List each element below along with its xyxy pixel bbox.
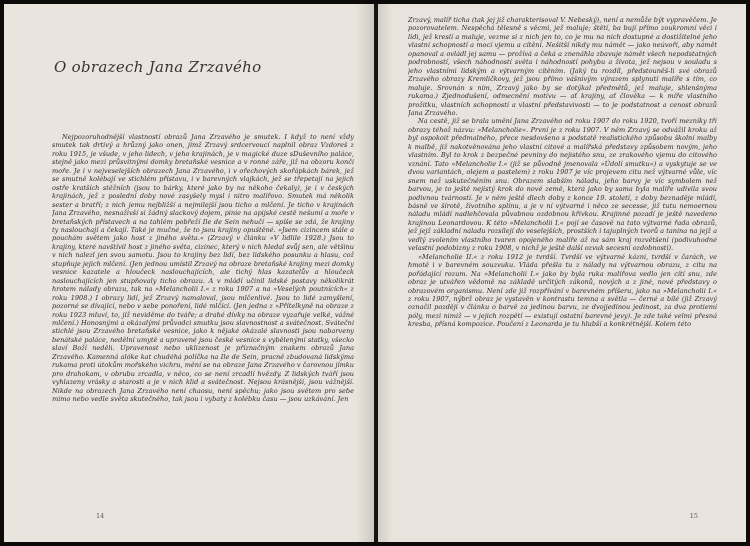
right-page: [378, 4, 746, 542]
paragraph: Zrzavý, malíř ticha (tak jej již charakterisoval V. Nebeský), není a nemůže být vypravěčem. Je pozorovatelem. Nespěchá tělesně s věcmi, jež maluje; štětí, ba bují přímo zoukromní věci i lidi, jež kreslí a maluje, vezme si z nich jen to, co je mu na nich dostupné a dostižitelné jeho vlastní schopností a mocí vjemu a cítění. Nešitší nikdy mu námět — jako neúvoří, aby námět opanoval a ovládl jej samu — prožívá a čeká a znenáhla zbavuje námět všech nepodstatných podrobností, všech náhodností světa i náhodností pohybu a života, jež nejsou v souladu s jeho vlastními lidským a výtvarným cítěním. (Jaký tu rozdíl, předstouněš-li své obrazů Zrzavého obrazy Kremličkovy, jež jsou přímo vášnivým výrazem splynutí malíře s tím, co maluje. Srovnán s ním, Zrzavý jako by se dotýkal předmětů, jež maluje, shlenšnýma rukama.) Zjednodušení, odmecnění motivu — ať krajiny, ať člověka — k míře vlastního prožitku, vlastních schopností a vlastní představivosti — to je podstatnost a cenost obrazů Jana Zrzavého.: [408, 16, 717, 117]
left-page: [4, 4, 374, 542]
book-spread: [4, 4, 746, 542]
paragraph: Nejpozoruhodnější vlastností obrazů Jana Zrzavého je smutek. I když to není vždy smutek tak drtivý a hrůzný jako onen, jímž Zrzavý srdcervoucí naplnil obraz Vzdoreš z roku 1915, je všude, v jeho lidech, v jeho krajinách, je v magické duze sDuševního paláce, stejně jako mezi průsvitnými domky bretaňské vesnice a v ronné záře, již na obzoru končí moře. Je i v nejveselejších obrazech Jana Zrzavého, i v ořechových skořápkách bárek, jež se smutně kolébají ve stichlém přístavu, i v barevných vlajkách, jež se třepetají na jejich ostře kratších stěžních (jsou to bárky, které jako by na někoho čekaly), je i v českých krajinách, jež z poslední doby nové zasyšely mysl i nitro malířovo. Smutek má několik sester a bratří; z nich jemu nejbližší a nejmilejší jsou ticho a mlčení. Je ticho v krajinách Jana Zrzavého, nesnaživší si žádný slackový dojem, pinie na apijské cestě nešumí a moře v bretaňských přístavech a na tahlém pobřeží Ile de Sein nehučí — spíše se zdá, že krajiny ty naslouchají a čekají. Také je mučné, že to jsou krajiny opuštěné. »Jsem cizincem stále a pouchám světem jako host z jiného světa.« (Zrzavý v článku »V lidlile 1928.) Jsou to krajiny, které navštívil host z jiného světa, cizinec, který v nich hledal svůj sen, ale většinu v nich nalezl jen svou samotu. Jsou to krajiny bez lidí, bez lidského posunku a hlasu, což stupňuje jejich mlčení. (Jen jednou umístil Zrzavý na obraze bretaňské krajiny mezi domky vesnice kazatele a hloučeck naslouchajících, ale tichý hlas kazatelův a hloučeck naslouchajících jen stupňovaly ticho obrazu. A v mládí učinil lidské postavy několikrát hrotem nálady obrazu, tak na »Melancholii I.« z roku 1907 a na »Veselých poutnících« z roku 1908.) I obrazy lidí, jež Zrzavý namaloval, jsou mlčenlivé. Jsou to lidé zamyšlení, pozorné se dívající, nebo v sebe ponoření, lidé mlčící. (Jen jedna z »Přítelkyně na obraze z roku 1923 mluví, to, jíž neviděme do tváře; a drahé dívky na obraze vyzařuje velké, vážné mlčení.) Honosnými a okázalými průvodci smutku jsou slavnostnost a svátečnost. Sváteční stichlé jsou Zrzavého bretaňské vesnice, jako k nějaké okázalé slavnosti jsou nabarveny benátské paláce, nedělní umytě a upravené jsou české vesnice s vybělenými statky, všecko slaví Boží neděli. Upravenost nebo uklizenost je příznačným znakem obrazů Jana Zrzavého. Kamenná alóke kat chudéhá políčka na Ile de Sein, pracně zbudovaná lidskýma rukama proti útokům mořského vichru, mění se na obraze Jana Zrzavého v čarovnou jímku pro drahokam, v obrubu zrcadla, v něco, co se není zrcadlí hvězdy. Z lidských tváří jsou vyhlazeny vrásky a starosti a je v nich klid a svátečnost. Nejsou krásnější, jsou vážnější. Nikde na obrazech Jana Zrzavého není chaosu, není spěchu; jako jsou světem pro sebe mimo nebo vedle světa skutečného, tak jsou i vybaty z kolébku času — jsou uzkávání. Jen: [52, 133, 354, 404]
left-body-text: [52, 133, 354, 521]
paragraph: Na cestě, již se brala umění Jana Zrzavého od roku 1907 do roku 1920, tvoří mezníky tři obrazy téhož názvu: »Melancholie«. První je z roku 1907. V něm Zrzavý se odvážil kroku až byl ospokoit předmalného, přece nesdovšeno s podstatě realistického způsobu školní malby k malbě, již nakotvěnována jeho vlastní citové a malířská představy způsobem novým, jeho vlastním. Byl to krok z bezpečné pevniny do nejistého snu, ze zrakového vjemu do citového vznání. Tato »Melancholie I.« (již se původně jmenovala »Údolí smutku«) a vyskytuje se ve dvou variantách, olejem a pastelem) z roku 1907 je víc projevem citu než výtvarné vůle, víc snem než uskutečněním snu. Obrazem slabším náladu, jeho barvy je víc symbolem než barvou, je to ještě nejistý krok do nové země, která jako by sama byla malíře udivila svou podivnou tvárností. Je v něm ještě dlech doby z konce 19. století, z doby beznaděje mládí, básně ve šírotě, životního splínu, a je v ní výtvarné i něco ze secesse, již tutu nemoernou náladu mládí nadlehčovala půvabnou ozdobnou křivkou. Krajinné pozadí je ještě navedeno krajinou Leonardovou. K této »Melancholii I.« pojí se časově na tato výtvarné řada obrazů, jež jejž základní náladu rozsílejí do veselejších, prostších i tajuplných tvorů a tanina na jejž a vedlý zvolením vlastního tvaren opojeného malíře až na sám kraj rozvětšení (podivuhodné velastní podobizny z roku 1908, v nichž je ještě další ozvuk secesní ozdobnosti).: [408, 117, 717, 253]
right-body-text: [408, 16, 717, 496]
page-number: 14: [96, 512, 105, 520]
chapter-title: O obrazech Jana Zrzavého: [54, 58, 261, 76]
paragraph: »Melancholie II.« z roku 1912 je tvrdší. Tvrdší ve výtvarné kázni, tvrdší v čarách, ve hmotě i v barevném souzvuku. Vláda přešla tu z nálady na výtvarnou obrazu, z citu na pořádající rozum. Na »Melancholii I.« jako by byla ruka malířova vedlo jen cítí snu, zde obraz je utvářen vědomě na základě určitých zákonů, nových a z jiné, nové představy o obrazovém organismu. Není zde již rozpřívání v barevném příšeru, jako na »Melancholii I.« z roku 1907, nýbrž obraz je vystavěn v kontrastu temna a světla — černé a bílé (již Zrzavý označil později v článku o barvě za jedinou barvu, ze dvojjedinou jedinost, za dva protiemí póly, mezi nimiž — v jejich rozpětí — existují ostatní barevné jevy). Je zde také velmi přesná kresba, přísná kompozice. Poučení z Leonarda je tu hlubší a konkrétnější. Kolem této: [408, 252, 717, 329]
page-number: 15: [689, 512, 698, 520]
